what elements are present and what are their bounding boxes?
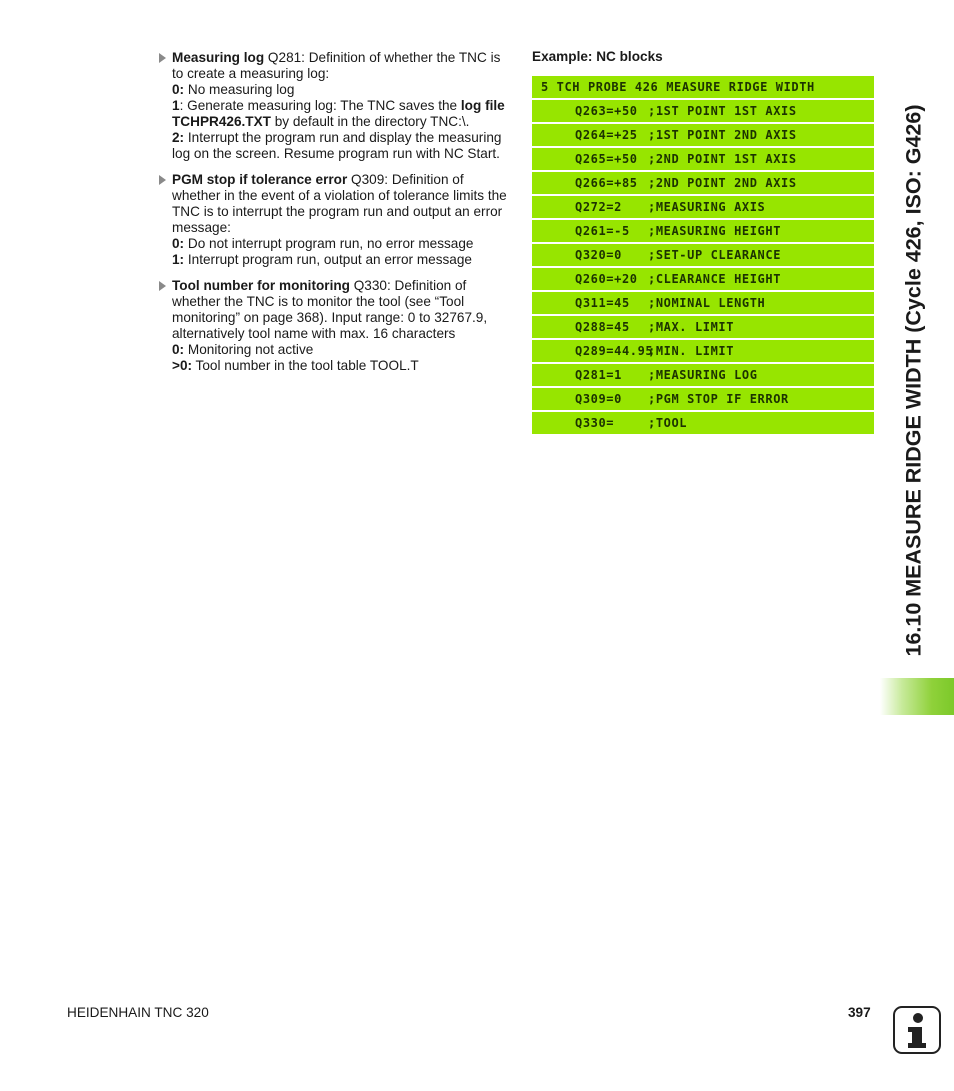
- nc-comment: ;2ND POINT 2ND AXIS: [648, 176, 797, 190]
- nc-comment: ;MEASURING HEIGHT: [648, 224, 782, 238]
- option-text: Monitoring not active: [184, 342, 314, 357]
- parameter-name: Measuring log: [172, 50, 265, 65]
- nc-comment: ;CLEARANCE HEIGHT: [648, 272, 782, 286]
- option-text: No measuring log: [184, 82, 295, 97]
- nc-parameter: Q261=-5: [575, 224, 630, 238]
- nc-block-row: [532, 412, 874, 434]
- nc-block-row: [532, 124, 874, 146]
- parameter-option: [172, 130, 511, 162]
- parameter-option: [172, 236, 511, 252]
- nc-block-row: [532, 100, 874, 122]
- nc-parameter: Q288=45: [575, 320, 630, 334]
- chapter-side-title: [897, 55, 931, 705]
- nc-parameter: Q320=0: [575, 248, 622, 262]
- nc-block-row: [532, 196, 874, 218]
- parameter-item: [159, 172, 511, 268]
- option-text: Interrupt program run, output an error message: [184, 252, 472, 267]
- nc-comment: ;MIN. LIMIT: [648, 344, 735, 358]
- nc-parameter: Q260=+20: [575, 272, 638, 286]
- chapter-tab-marker: [880, 678, 954, 715]
- parameter-code: Q309: Definition of whether in the event of a violation of tolerance limits the TNC is to interrupt the program run and output an error message:: [172, 172, 507, 235]
- nc-parameter: Q272=2: [575, 200, 622, 214]
- nc-block-row: [532, 340, 874, 362]
- option-text: Tool number in the tool table TOOL.T: [192, 358, 419, 373]
- option-filename: log file TCHPR426.TXT: [172, 98, 505, 129]
- parameter-name: PGM stop if tolerance error: [172, 172, 348, 187]
- nc-block-row: [532, 316, 874, 338]
- option-key: 1:: [172, 252, 185, 267]
- parameter-option: [172, 358, 511, 374]
- parameter-description: [172, 172, 511, 236]
- nc-comment: ;MEASURING LOG: [648, 368, 758, 382]
- nc-block-row: [532, 244, 874, 266]
- nc-comment: ;1ST POINT 1ST AXIS: [648, 104, 797, 118]
- parameter-option: [172, 342, 511, 358]
- parameter-description: [172, 50, 511, 82]
- nc-parameter: Q309=0: [575, 392, 622, 406]
- nc-comment: ;SET-UP CLEARANCE: [648, 248, 782, 262]
- parameter-item: [159, 278, 511, 374]
- nc-block-row: [532, 268, 874, 290]
- nc-block-row: [532, 172, 874, 194]
- option-key: 2:: [172, 130, 185, 145]
- nc-comment: ;MAX. LIMIT: [648, 320, 735, 334]
- parameter-option: [172, 82, 511, 98]
- parameter-code: Q281: Definition of whether the TNC is to create a measuring log:: [172, 50, 501, 81]
- parameter-list: [159, 50, 511, 384]
- option-key: >0:: [172, 358, 193, 373]
- nc-block-row: [532, 364, 874, 386]
- option-text-tail: by default in the directory TNC:\.: [270, 114, 470, 129]
- option-key: 1: [172, 98, 180, 113]
- nc-parameter: Q264=+25: [575, 128, 638, 142]
- nc-block-head: 5 TCH PROBE 426 MEASURE RIDGE WIDTH: [532, 76, 874, 98]
- nc-block-row: [532, 292, 874, 314]
- nc-comment: ;1ST POINT 2ND AXIS: [648, 128, 797, 142]
- nc-comment: ;NOMINAL LENGTH: [648, 296, 766, 310]
- nc-comment: ;PGM STOP IF ERROR: [648, 392, 789, 406]
- option-key: 0:: [172, 236, 185, 251]
- example-title: Example: NC blocks: [532, 49, 663, 64]
- nc-comment: ;MEASURING AXIS: [648, 200, 766, 214]
- chapter-side-title-text: 16.10 MEASURE RIDGE WIDTH (Cycle 426, ISO: G426): [901, 104, 926, 656]
- option-text: : Generate measuring log: The TNC saves the: [179, 98, 461, 113]
- option-text: Do not interrupt program run, no error message: [184, 236, 474, 251]
- page-number: 397: [848, 1005, 871, 1020]
- footer-product: HEIDENHAIN TNC 320: [67, 1005, 209, 1020]
- nc-parameter: Q281=1: [575, 368, 622, 382]
- parameter-item: [159, 50, 511, 162]
- nc-block-row: [532, 388, 874, 410]
- nc-comment: ;2ND POINT 1ST AXIS: [648, 152, 797, 166]
- parameter-code: Q330: Definition of whether the TNC is to monitor the tool (see “Tool monitoring” on page 368). Input range: 0 to 32767.9, alternatively tool name with max. 16 characters: [172, 278, 488, 341]
- triangle-right-icon: [159, 175, 166, 185]
- parameter-option: [172, 98, 511, 130]
- nc-parameter: Q263=+50: [575, 104, 638, 118]
- nc-parameter: Q311=45: [575, 296, 630, 310]
- nc-parameter: Q265=+50: [575, 152, 638, 166]
- nc-comment: ;TOOL: [648, 416, 688, 430]
- option-key: 0:: [172, 82, 185, 97]
- triangle-right-icon: [159, 53, 166, 63]
- option-key: 0:: [172, 342, 185, 357]
- nc-parameter: Q289=44.95: [575, 344, 654, 358]
- triangle-right-icon: [159, 281, 166, 291]
- nc-parameter: Q330=: [575, 416, 615, 430]
- info-icon: [893, 1006, 941, 1054]
- parameter-description: [172, 278, 511, 342]
- nc-block-row: [532, 220, 874, 242]
- parameter-name: Tool number for monitoring: [172, 278, 350, 293]
- nc-block-listing: [532, 76, 874, 436]
- option-text: Interrupt the program run and display the measuring log on the screen. Resume program run with NC Start.: [172, 130, 502, 161]
- nc-block-row: [532, 148, 874, 170]
- parameter-option: [172, 252, 511, 268]
- nc-parameter: Q266=+85: [575, 176, 638, 190]
